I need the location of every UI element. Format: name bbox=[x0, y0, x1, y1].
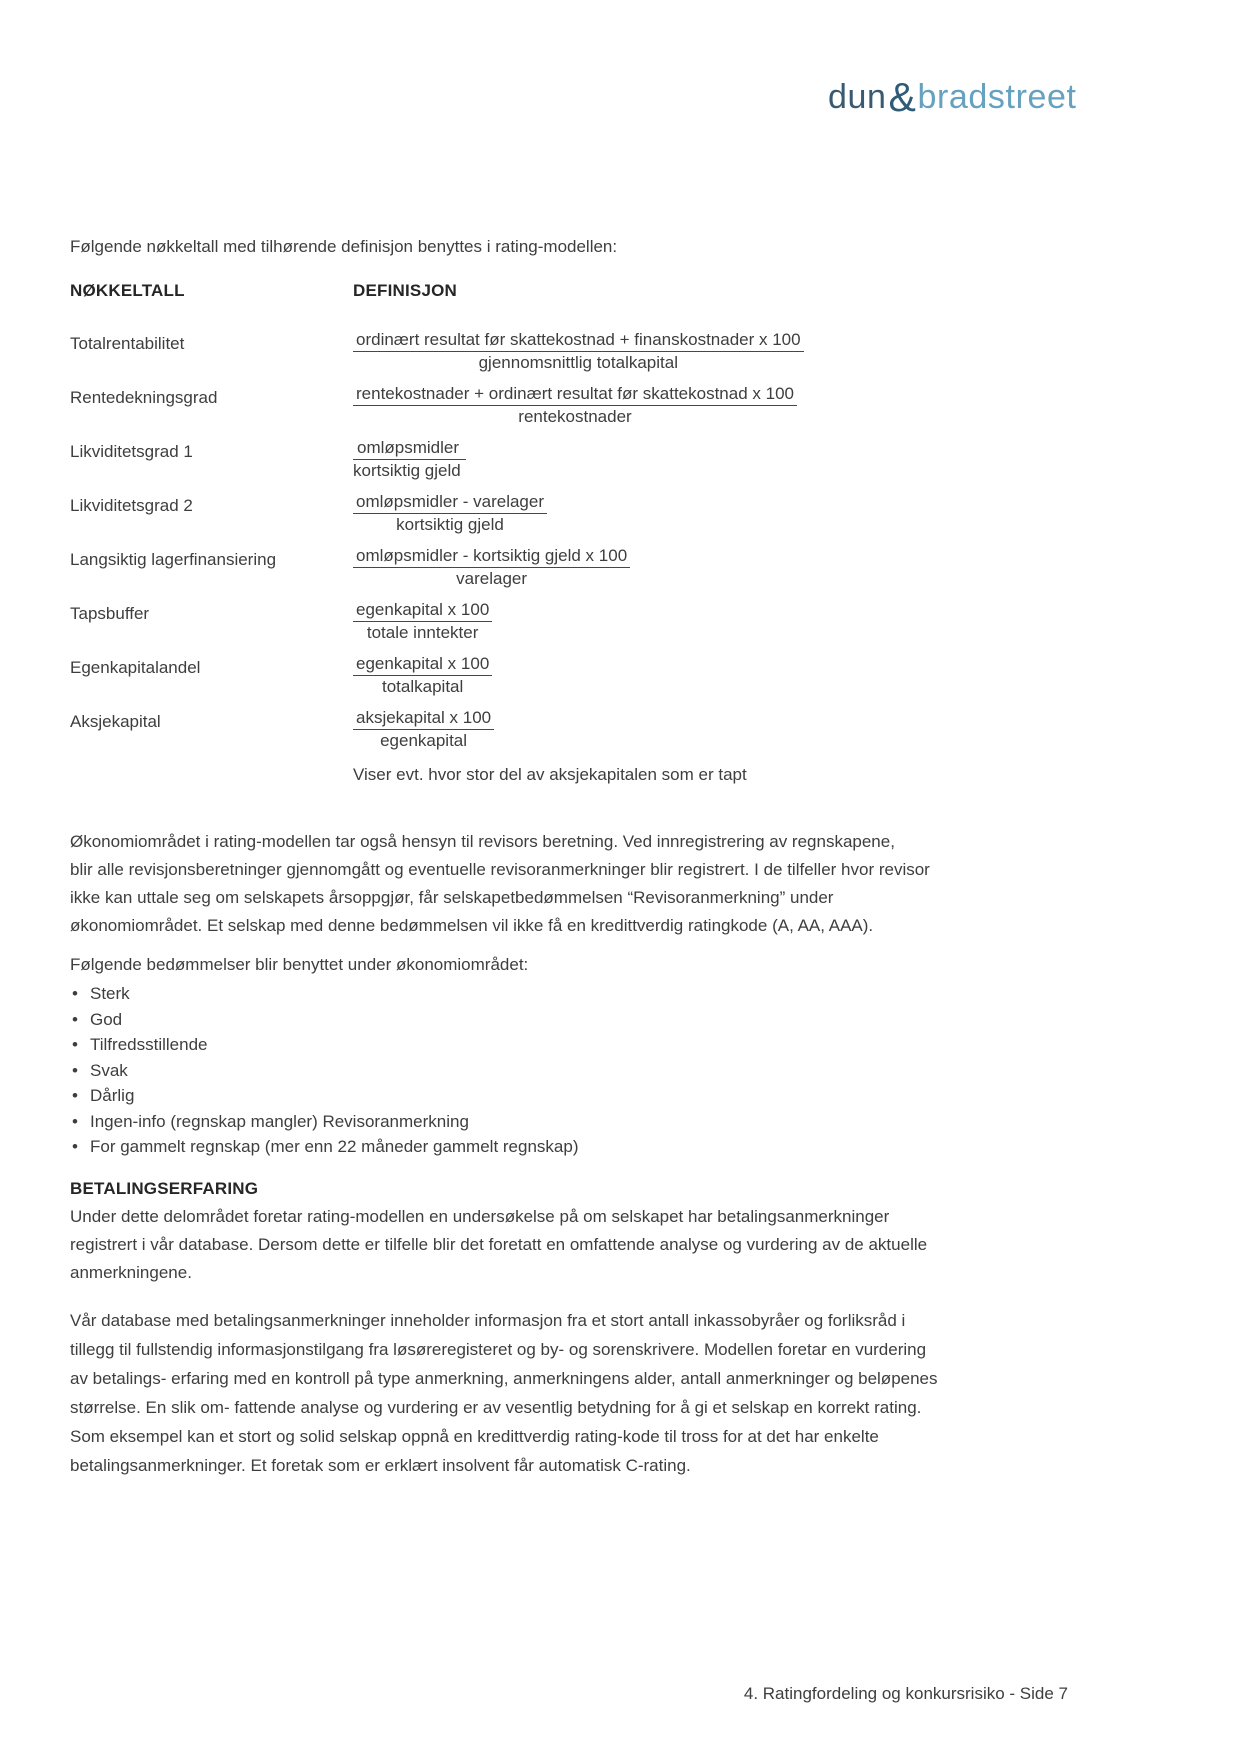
formula-fraction bbox=[353, 330, 804, 373]
key-figure-label: Rentedekningsgrad bbox=[70, 388, 218, 407]
key-figure-label: Aksjekapital bbox=[70, 712, 161, 731]
assessment-item: • Ingen-info (regnskap mangler) Revisoranmerkning bbox=[70, 1109, 579, 1135]
paragraph-line: økonomiområdet. Et selskap med denne bedømmelsen vil ikke få en kredittverdig ratingkode (A, AA, AAA). bbox=[70, 916, 874, 935]
dun-bradstreet-logo bbox=[828, 74, 1077, 121]
column-header-nokkeltall: NØKKELTALL bbox=[70, 281, 185, 300]
formula-fraction bbox=[353, 492, 547, 535]
paragraph-line: Som eksempel kan et stort og solid selskap oppnå en kredittverdig rating-kode til tross for at det har enkelte bbox=[70, 1427, 879, 1446]
formula-numerator: rentekostnader + ordinært resultat før skattekostnad x 100 bbox=[353, 384, 797, 406]
paragraph-line: blir alle revisjonsberetninger gjennomgått og eventuelle revisoranmerkninger blir registrert. I de tilfeller hvor revisor bbox=[70, 860, 930, 879]
formula-fraction bbox=[353, 384, 797, 427]
paragraph-line: ikke kan uttale seg om selskapets årsoppgjør, får selskapetbedømmelsen “Revisoranmerkning” under bbox=[70, 888, 834, 907]
formula-fraction bbox=[353, 654, 492, 697]
key-figure-label: Egenkapitalandel bbox=[70, 658, 201, 677]
paragraph-line: betalingsanmerkninger. Et foretak som er erklært insolvent får automatisk C-rating. bbox=[70, 1456, 691, 1475]
formula-denominator: rentekostnader bbox=[518, 407, 632, 426]
formula-denominator: varelager bbox=[456, 569, 528, 588]
formula-fraction bbox=[353, 600, 492, 643]
paragraph-line: registrert i vår database. Dersom dette er tilfelle blir det foretatt en omfattende analyse og vurdering av de aktuelle bbox=[70, 1235, 928, 1254]
table-row-likviditetsgrad-1 bbox=[70, 438, 466, 481]
formula-fraction bbox=[353, 708, 494, 751]
aksjekapital-note: Viser evt. hvor stor del av aksjekapitalen som er tapt bbox=[353, 765, 747, 784]
key-figure-label: Likviditetsgrad 2 bbox=[70, 496, 193, 515]
assessments-list bbox=[70, 981, 579, 1160]
payment-database-paragraph bbox=[70, 1306, 938, 1480]
formula-numerator: omløpsmidler - varelager bbox=[353, 492, 547, 514]
formula-fraction bbox=[353, 438, 466, 481]
assessment-item: • Dårlig bbox=[70, 1083, 579, 1109]
formula-numerator: omløpsmidler - kortsiktig gjeld x 100 bbox=[353, 546, 630, 568]
economy-paragraph bbox=[70, 828, 930, 940]
assessments-header: Følgende bedømmelser blir benyttet under økonomiområdet: bbox=[70, 955, 529, 974]
key-figure-label: Tapsbuffer bbox=[70, 604, 150, 623]
formula-numerator: omløpsmidler bbox=[353, 438, 466, 460]
formula-numerator: egenkapital x 100 bbox=[353, 600, 492, 622]
table-row-aksjekapital bbox=[70, 708, 494, 751]
key-figure-label: Langsiktig lagerfinansiering bbox=[70, 550, 277, 569]
intro-text: Følgende nøkkeltall med tilhørende definisjon benyttes i rating-modellen: bbox=[70, 237, 618, 256]
formula-fraction bbox=[353, 546, 630, 589]
table-row-totalrentabilitet bbox=[70, 330, 804, 373]
logo-ampersand-icon: & bbox=[888, 74, 917, 120]
paragraph-line: av betalings- erfaring med en kontroll på type anmerkning, anmerkningens alder, antall anmerkninger og beløpenes bbox=[70, 1369, 938, 1388]
page-footer: 4. Ratingfordeling og konkursrisiko - Side 7 bbox=[743, 1684, 1068, 1703]
paragraph-line: Økonomiområdet i rating-modellen tar også hensyn til revisors beretning. Ved innregistrering av regnskapene, bbox=[70, 832, 895, 851]
payment-section bbox=[70, 1175, 927, 1287]
paragraph-line: Vår database med betalingsanmerkninger inneholder informasjon fra et stort antall inkassobyråer og forliksråd i bbox=[70, 1311, 906, 1330]
formula-denominator: totalkapital bbox=[382, 677, 464, 696]
formula-denominator: kortsiktig gjeld bbox=[353, 461, 461, 480]
column-header-definisjon: DEFINISJON bbox=[353, 281, 458, 300]
table-row-rentedekningsgrad bbox=[70, 384, 797, 427]
formula-denominator: kortsiktig gjeld bbox=[396, 515, 504, 534]
assessment-item: • God bbox=[70, 1007, 579, 1033]
formula-numerator: ordinært resultat før skattekostnad + finanskostnader x 100 bbox=[353, 330, 804, 352]
formula-numerator: egenkapital x 100 bbox=[353, 654, 492, 676]
table-header-row bbox=[70, 281, 457, 301]
logo-text-dun: dun bbox=[828, 78, 887, 116]
assessment-item: • Svak bbox=[70, 1058, 579, 1084]
key-figure-label: Totalrentabilitet bbox=[70, 334, 185, 353]
assessment-item: • For gammelt regnskap (mer enn 22 måneder gammelt regnskap) bbox=[70, 1134, 579, 1160]
table-row-egenkapitalandel bbox=[70, 654, 492, 697]
key-figure-label: Likviditetsgrad 1 bbox=[70, 442, 193, 461]
payment-section-header: BETALINGSERFARING bbox=[70, 1179, 259, 1198]
formula-denominator: totale inntekter bbox=[366, 623, 479, 642]
paragraph-line: anmerkningene. bbox=[70, 1263, 192, 1282]
table-row-langsiktig-lagerfinansiering bbox=[70, 546, 630, 589]
formula-denominator: egenkapital bbox=[380, 731, 468, 750]
table-row-tapsbuffer bbox=[70, 600, 492, 643]
formula-numerator: aksjekapital x 100 bbox=[353, 708, 494, 730]
assessments-section bbox=[70, 952, 579, 1160]
paragraph-line: Under dette delområdet foretar rating-modellen en undersøkelse på om selskapet har betalingsanmerkninger bbox=[70, 1207, 890, 1226]
assessment-item: • Sterk bbox=[70, 981, 579, 1007]
paragraph-line: tillegg til fullstendig informasjonstilgang fra løsøreregisteret og by- og sorenskrivere. Modellen foretar en vurdering bbox=[70, 1340, 927, 1359]
logo-text-bradstreet: bradstreet bbox=[917, 78, 1077, 116]
assessment-item: • Tilfredsstillende bbox=[70, 1032, 579, 1058]
formula-denominator: gjennomsnittlig totalkapital bbox=[478, 353, 678, 372]
table-row-likviditetsgrad-2 bbox=[70, 492, 547, 535]
paragraph-line: størrelse. En slik om- fattende analyse og vurdering er av vesentlig betydning for å gi et selskap en korrekt rating. bbox=[70, 1398, 922, 1417]
